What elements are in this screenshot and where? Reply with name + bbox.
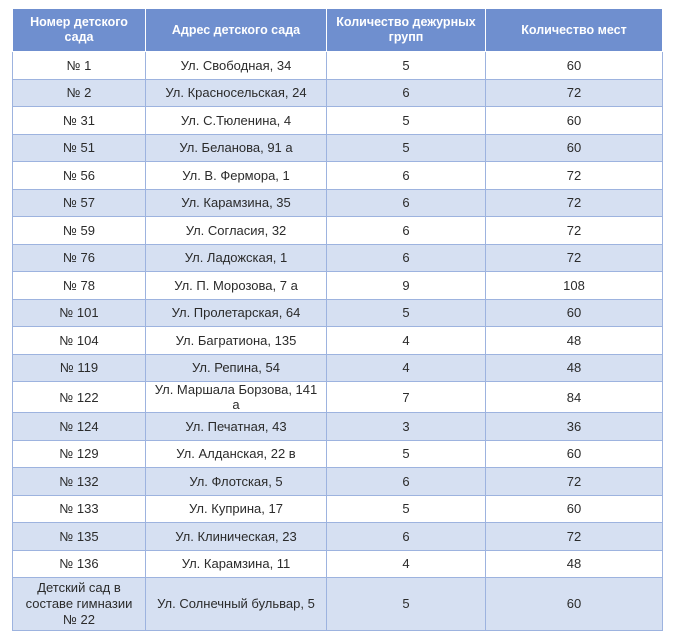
table-row	[13, 244, 663, 272]
table-row	[13, 327, 663, 355]
cell-places: 36	[486, 413, 663, 441]
cell-places: 84	[486, 382, 663, 413]
cell-address: Ул. П. Морозова, 7 а	[146, 272, 327, 300]
cell-duty-groups: 6	[327, 79, 486, 107]
table-row	[13, 134, 663, 162]
cell-address: Ул. Ладожская, 1	[146, 244, 327, 272]
cell-places: 60	[486, 52, 663, 80]
table-row	[13, 468, 663, 496]
cell-places: 72	[486, 162, 663, 190]
cell-kindergarten-number: № 1	[13, 52, 146, 80]
cell-address: Ул. Печатная, 43	[146, 413, 327, 441]
cell-duty-groups: 4	[327, 550, 486, 578]
cell-kindergarten-number: № 56	[13, 162, 146, 190]
cell-kindergarten-number: № 136	[13, 550, 146, 578]
cell-duty-groups: 4	[327, 327, 486, 355]
cell-address: Ул. Беланова, 91 а	[146, 134, 327, 162]
cell-address: Ул. Согласия, 32	[146, 217, 327, 245]
cell-kindergarten-number: № 129	[13, 440, 146, 468]
cell-duty-groups: 6	[327, 217, 486, 245]
table-row	[13, 578, 663, 631]
cell-places: 60	[486, 440, 663, 468]
cell-places: 48	[486, 327, 663, 355]
cell-kindergarten-number: № 132	[13, 468, 146, 496]
cell-kindergarten-number: № 104	[13, 327, 146, 355]
cell-kindergarten-number: № 122	[13, 382, 146, 413]
cell-address: Ул. Маршала Борзова, 141 а	[146, 382, 327, 413]
table-row	[13, 189, 663, 217]
cell-duty-groups: 3	[327, 413, 486, 441]
cell-kindergarten-number: № 31	[13, 107, 146, 135]
cell-duty-groups: 5	[327, 495, 486, 523]
cell-kindergarten-number: № 2	[13, 79, 146, 107]
cell-places: 48	[486, 354, 663, 382]
table-row	[13, 52, 663, 80]
cell-address: Ул. Солнечный бульвар, 5	[146, 578, 327, 631]
cell-duty-groups: 5	[327, 134, 486, 162]
cell-duty-groups: 4	[327, 354, 486, 382]
cell-kindergarten-number: № 133	[13, 495, 146, 523]
table-header-row	[13, 9, 663, 52]
cell-places: 60	[486, 107, 663, 135]
cell-places: 72	[486, 79, 663, 107]
cell-places: 60	[486, 578, 663, 631]
table-row	[13, 107, 663, 135]
cell-address: Ул. Карамзина, 35	[146, 189, 327, 217]
cell-kindergarten-number: № 59	[13, 217, 146, 245]
cell-address: Ул. В. Фермора, 1	[146, 162, 327, 190]
header-kindergarten-number: Номер детского сада	[13, 9, 146, 52]
cell-places: 72	[486, 189, 663, 217]
cell-kindergarten-number: № 76	[13, 244, 146, 272]
kindergarten-table	[12, 8, 663, 631]
cell-kindergarten-number: № 124	[13, 413, 146, 441]
cell-kindergarten-number: Детский сад в составе гимназии № 22	[13, 578, 146, 631]
header-places-count: Количество мест	[486, 9, 663, 52]
table-row	[13, 495, 663, 523]
cell-duty-groups: 6	[327, 468, 486, 496]
cell-kindergarten-number: № 51	[13, 134, 146, 162]
cell-kindergarten-number: № 119	[13, 354, 146, 382]
cell-kindergarten-number: № 57	[13, 189, 146, 217]
cell-duty-groups: 6	[327, 189, 486, 217]
cell-duty-groups: 5	[327, 52, 486, 80]
cell-duty-groups: 6	[327, 162, 486, 190]
table-row	[13, 299, 663, 327]
cell-address: Ул. Красносельская, 24	[146, 79, 327, 107]
cell-duty-groups: 5	[327, 440, 486, 468]
cell-places: 60	[486, 495, 663, 523]
table-row	[13, 272, 663, 300]
cell-places: 60	[486, 299, 663, 327]
kindergarten-table-container	[12, 8, 662, 631]
cell-address: Ул. Пролетарская, 64	[146, 299, 327, 327]
table-row	[13, 162, 663, 190]
cell-duty-groups: 6	[327, 244, 486, 272]
cell-address: Ул. Свободная, 34	[146, 52, 327, 80]
table-row	[13, 413, 663, 441]
cell-address: Ул. Куприна, 17	[146, 495, 327, 523]
table-row	[13, 440, 663, 468]
cell-address: Ул. Алданская, 22 в	[146, 440, 327, 468]
cell-address: Ул. Багратиона, 135	[146, 327, 327, 355]
cell-address: Ул. С.Тюленина, 4	[146, 107, 327, 135]
cell-duty-groups: 5	[327, 299, 486, 327]
table-row	[13, 354, 663, 382]
table-row	[13, 217, 663, 245]
cell-duty-groups: 7	[327, 382, 486, 413]
table-row	[13, 550, 663, 578]
cell-places: 108	[486, 272, 663, 300]
cell-kindergarten-number: № 135	[13, 523, 146, 551]
cell-duty-groups: 9	[327, 272, 486, 300]
cell-address: Ул. Клиническая, 23	[146, 523, 327, 551]
cell-duty-groups: 5	[327, 107, 486, 135]
cell-address: Ул. Репина, 54	[146, 354, 327, 382]
header-kindergarten-address: Адрес детского сада	[146, 9, 327, 52]
cell-kindergarten-number: № 101	[13, 299, 146, 327]
table-row	[13, 523, 663, 551]
cell-kindergarten-number: № 78	[13, 272, 146, 300]
cell-duty-groups: 5	[327, 578, 486, 631]
cell-address: Ул. Карамзина, 11	[146, 550, 327, 578]
cell-places: 48	[486, 550, 663, 578]
cell-places: 72	[486, 468, 663, 496]
cell-places: 60	[486, 134, 663, 162]
header-duty-groups-count: Количество дежурных групп	[327, 9, 486, 52]
cell-address: Ул. Флотская, 5	[146, 468, 327, 496]
table-row	[13, 382, 663, 413]
cell-places: 72	[486, 217, 663, 245]
cell-duty-groups: 6	[327, 523, 486, 551]
table-row	[13, 79, 663, 107]
table-body	[13, 52, 663, 631]
cell-places: 72	[486, 244, 663, 272]
cell-places: 72	[486, 523, 663, 551]
